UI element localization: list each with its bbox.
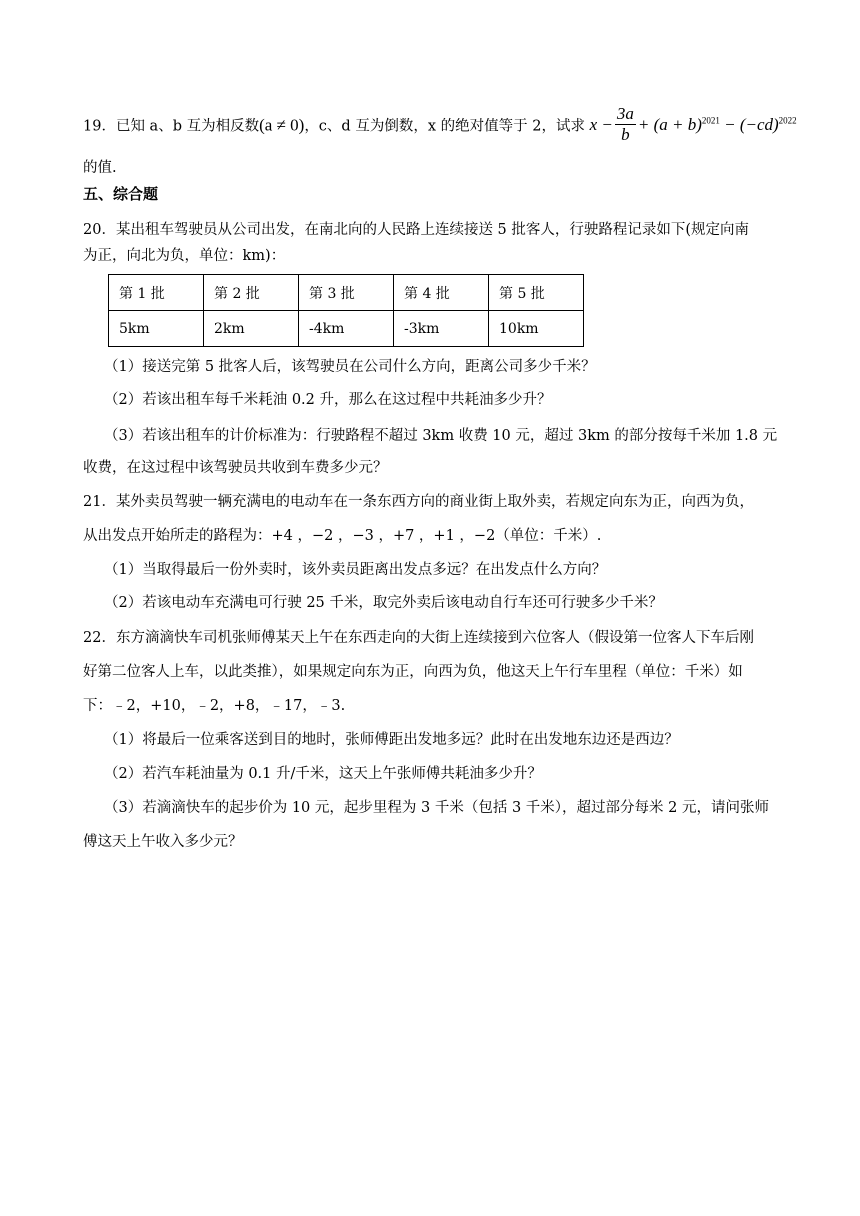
- table-cell: -4km: [299, 311, 394, 347]
- q19-expression: [589, 104, 797, 144]
- q20-sub3-line2: 收费，在这过程中该驾驶员共收到车费多少元？: [83, 460, 388, 476]
- q21-line2: 从出发点开始所走的路程为：+4 ，−2 ，−3 ，+7 ，+1 ，−2（单位：千米）.: [83, 528, 602, 544]
- q19-exp1: 2021: [701, 115, 720, 126]
- q21-sub1: （1）当取得最后一份外卖时，该外卖员距离出发点多远？在出发点什么方向？: [104, 562, 607, 578]
- q19-expr-x: x −: [589, 115, 613, 135]
- q19-line1: [83, 106, 797, 147]
- q20-table: [108, 274, 584, 347]
- q19-exp2: 2022: [778, 115, 797, 126]
- table-header-cell: 第 5 批: [489, 275, 584, 311]
- q19-text-b: ，c、d 互为倒数，x 的绝对值等于 2，试求: [304, 118, 585, 135]
- table-cell: 2km: [204, 311, 299, 347]
- q20-sub1: （1）接送完第 5 批客人后，该驾驶员在公司什么方向，距离公司多少千米？: [104, 359, 596, 375]
- q19-text-a: 已知 a、b 互为相反数: [115, 118, 260, 135]
- q21-line1: 21．某外卖员驾驶一辆充满电的电动车在一条东西方向的商业街上取外卖，若规定向东为正，向西为负，: [83, 494, 754, 510]
- q22-sub3-line1: （3）若滴滴快车的起步价为 10 元，起步里程为 3 千米（包括 3 千米），超过部分每米 2 元，请问张师: [104, 800, 769, 816]
- table-header-cell: 第 4 批: [394, 275, 489, 311]
- q19-number: 19．: [83, 118, 116, 135]
- table-header-cell: 第 3 批: [299, 275, 394, 311]
- table-header-cell: 第 2 批: [204, 275, 299, 311]
- q22-sub1: （1）将最后一位乘客送到目的地时，张师傅距出发地多远？此时在出发地东边还是西边？: [104, 732, 679, 748]
- q19-condition: (a ≠ 0): [259, 115, 305, 135]
- q19-fraction: [615, 104, 636, 145]
- table-header-cell: 第 1 批: [109, 275, 204, 311]
- q20-sub2: （2）若该出租车每千米耗油 0.2 升，那么在这过程中共耗油多少升？: [104, 392, 552, 408]
- table-cell: 5km: [109, 311, 204, 347]
- q19-line2: 的值.: [83, 160, 117, 176]
- table-header-row: [109, 275, 584, 311]
- q22-sub2: （2）若汽车耗油量为 0.1 升/千米，这天上午张师傅共耗油多少升？: [104, 766, 542, 782]
- q22-line1: 22．东方滴滴快车司机张师傅某天上午在东西走向的大街上连续接到六位客人（假设第一位客人下车后刚: [83, 630, 754, 646]
- q20-line1: 20．某出租车驾驶员从公司出发，在南北向的人民路上连续接送 5 批客人，行驶路程记录如下(规定向南: [83, 222, 750, 238]
- q19-frac-num: 3a: [616, 104, 634, 123]
- q22-line2: 好第二位客人上车，以此类推），如果规定向东为正，向西为负，他这天上午行车里程（单位：千米）如: [83, 664, 743, 680]
- q22-line3: 下：﹣2，+10，﹣2，+8，﹣17，﹣3.: [83, 698, 346, 714]
- q21-sub2: （2）若该电动车充满电可行驶 25 千米，取完外卖后该电动自行车还可行驶多少千米？: [104, 595, 663, 611]
- table-row: [109, 311, 584, 347]
- section-title: 五、综合题: [83, 185, 159, 203]
- q19-frac-den: b: [621, 125, 630, 144]
- table-cell: 10km: [489, 311, 584, 347]
- q20-line2: 为正，向北为负，单位：km)：: [83, 248, 286, 264]
- table-cell: -3km: [394, 311, 489, 347]
- q19-expr-rest: + (a + b): [637, 115, 702, 135]
- q20-sub3-line1: （3）若该出租车的计价标准为：行驶路程不超过 3km 收费 10 元，超过 3km 的部分按每千米加 1.8 元: [104, 428, 778, 444]
- q22-sub3-line2: 傅这天上午收入多少元？: [83, 834, 243, 850]
- q19-expr-minus: − (−cd): [719, 115, 779, 135]
